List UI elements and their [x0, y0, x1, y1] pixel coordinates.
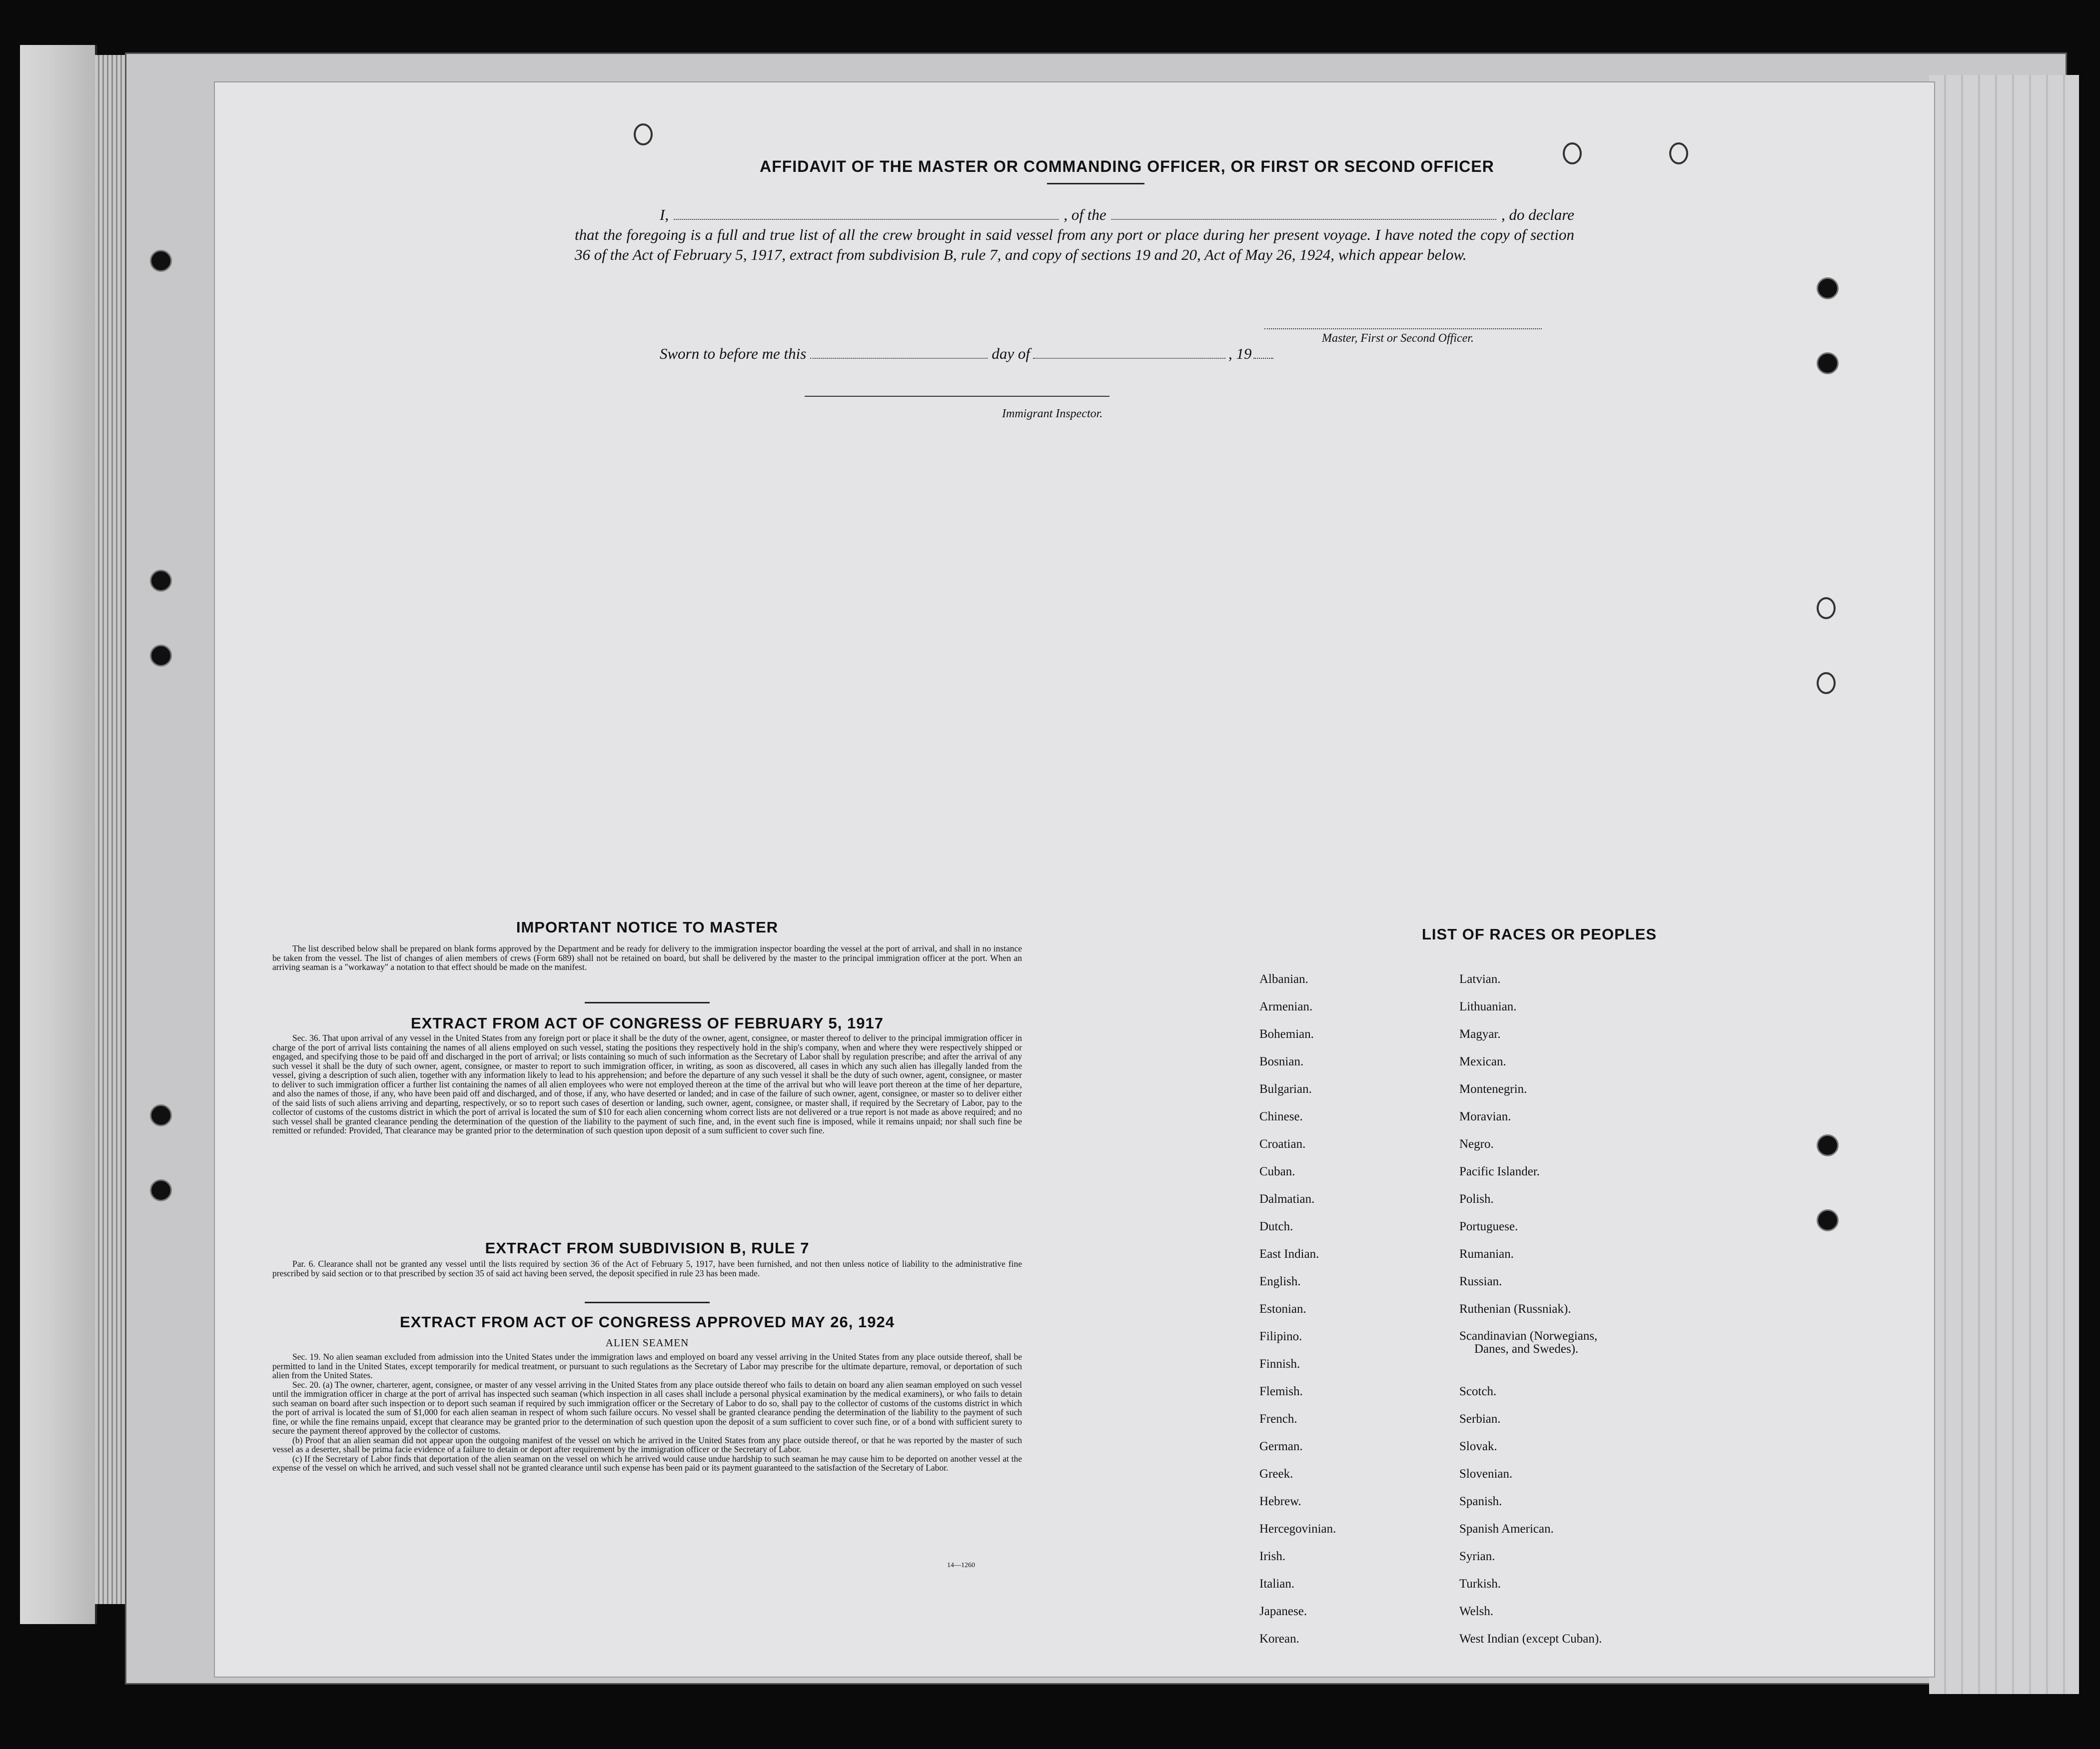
- vessel-blank: [1111, 206, 1496, 220]
- sec-20a-paragraph: Sec. 20. (a) The owner, charterer, agent, consignee, or master of any vessel arriving in the United States from any place outside thereof who fails to detain on board any alien seaman employed on such vessel until the immigration officer in charge at the port of arrival has inspected such seaman (which inspection in all cases shall include a personal physical examination by the medical examiners), or who fails to detain such seaman on board after such inspection or to deport such seaman if required by such immigration officer or the Secretary of Labor to do so, shall pay to the collector of customs of the customs district in which the port of arrival is located the sum of $1,000 for each alien seaman in respect of whom such failure occurs. No vessel shall be granted clearance pending the determination of the liability to the payment of such fine, or while the fine remains unpaid, except that clearance may be granted prior to the determination of such question upon the deposit of a sum sufficient to cover such fine, or of a bond with sufficient surety to secure the payment thereof approved by the collector of customs.: [272, 1379, 1022, 1436]
- punch-hole-icon: [150, 645, 172, 667]
- do-declare-label: , do declare: [1501, 206, 1575, 223]
- race-item: Italian.: [1259, 1577, 1295, 1591]
- sec-19-paragraph: Sec. 19. No alien seaman excluded from admission into the United States under the immigration laws and employed on board any vessel arriving in the United States from any place outside thereof, shall be permitted to land in the United States, except temporarily for medical treatment, or pursuant to such regulations as the Secretary of Labor may prescribe for the ultimate departure, removal, or deportation of such alien from the United States.: [272, 1352, 1022, 1380]
- race-item: Ruthenian (Russniak).: [1459, 1302, 1571, 1316]
- race-item: Hebrew.: [1259, 1495, 1301, 1508]
- master-signature-caption: Master, First or Second Officer.: [1322, 332, 1474, 345]
- punch-hole-icon: [1817, 352, 1839, 374]
- race-item: Scotch.: [1459, 1385, 1497, 1398]
- extract-1917-paragraph: Sec. 36. That upon arrival of any vessel in the United States from any foreign port or place it shall be the duty of the owner, agent, consignee, or master thereof to deliver to the principal immigration officer in charge of the port of arrival lists containing the names of all aliens employed on such vessel, stating the positions they respectively hold in the ship's company, when and where they were respectively shipped or engaged, and specifying those to be paid off and discharged in the port of arrival; or lists containing so much of such information as the Secretary of Labor shall by regulation prescribe; and after the arrival of any such vessel it shall be the duty of such owner, agent, consignee, or master to report to such immigration officer, in writing, as soon as discovered, all cases in which any such alien has illegally landed from the vessel, giving a description of such alien, together with any information likely to lead to his apprehension; and before the departure of any such vessel it shall be the duty of such owner, agent, consignee, or master to deliver to such immigration officer a further list containing the names of all alien employees who were not employed thereon at the time of the arrival but who will leave port thereon at the time of her departure, and also the names of those, if any, who have been paid off and discharged, and of those, if any, who have deserted or landed; and in case of the failure of such owner, agent, consignee, or master so to deliver either of the said lists of such aliens arriving and departing, respectively, or so to report such cases of desertion or landing, such owner, agent, consignee, or master shall, if required by the Secretary of Labor, pay to the collector of customs of the customs district in which the port of arrival is located the sum of $10 for each alien concerning whom correct lists are not delivered or a true report is not made as above required; and no such vessel shall be granted clearance pending the determination of the question of the liability to the payment of such fine, and, in the event such fine is imposed, while it remains unpaid; nor shall such fine be remitted or refunded: Provided, That clearance may be granted prior to the determination of such question upon deposit of a sum sufficient to cover such fine.: [272, 1033, 1022, 1135]
- of-the-label: , of the: [1063, 206, 1106, 223]
- day-of-label: day of: [992, 345, 1030, 362]
- i-label: I,: [660, 206, 669, 223]
- race-item: German.: [1259, 1440, 1303, 1453]
- race-item: Mexican.: [1459, 1055, 1506, 1068]
- race-item: Armenian.: [1259, 1000, 1313, 1013]
- punch-hole-icon: [150, 250, 172, 272]
- binder-edge: [20, 45, 97, 1624]
- month-blank: [1033, 346, 1225, 359]
- punch-hole-icon: [1563, 142, 1582, 164]
- notice-title: IMPORTANT NOTICE TO MASTER: [516, 918, 779, 936]
- rule7-text: [272, 1259, 1022, 1278]
- punch-hole-icon: [150, 1179, 172, 1201]
- races-left-column: [1259, 972, 1336, 1660]
- race-item: Russian.: [1459, 1275, 1502, 1288]
- rule7-paragraph: Par. 6. Clearance shall not be granted any vessel until the lists required by section 36 of the Act of February 5, 1917, have been furnished, and not then unless notice of liability to the administrative fine prescribed by said section or to that prescribed by section 35 of said act having been served, the deposit specified in rule 23 has been made.: [272, 1259, 1022, 1278]
- rule7-title: EXTRACT FROM SUBDIVISION B, RULE 7: [485, 1239, 810, 1257]
- race-item: Negro.: [1459, 1137, 1494, 1151]
- sworn-line: [660, 345, 1409, 363]
- sworn-prefix: Sworn to before me this: [660, 345, 807, 362]
- divider: [585, 1302, 710, 1303]
- race-item: Welsh.: [1459, 1605, 1494, 1618]
- races-right-column: [1459, 972, 1602, 1660]
- notice-text: [272, 944, 1022, 972]
- race-item: Moravian.: [1459, 1110, 1511, 1123]
- alien-seamen-subtitle: ALIEN SEAMEN: [605, 1337, 689, 1349]
- race-item: Korean.: [1259, 1632, 1299, 1646]
- form-number: 14—1260: [947, 1562, 975, 1569]
- race-item: Portuguese.: [1459, 1220, 1518, 1233]
- races-title: LIST OF RACES OR PEOPLES: [1421, 925, 1657, 943]
- race-item: French.: [1259, 1412, 1297, 1426]
- race-item: Dutch.: [1259, 1220, 1293, 1233]
- race-item: Bohemian.: [1259, 1027, 1314, 1041]
- divider: [585, 1002, 710, 1003]
- race-item: Albanian.: [1259, 972, 1308, 986]
- stacked-page-edges: [95, 55, 125, 1604]
- race-item: Montenegrin.: [1459, 1082, 1527, 1096]
- extract-1924-title: EXTRACT FROM ACT OF CONGRESS APPROVED MAY 26, 1924: [400, 1313, 895, 1331]
- affidavit-body: that the foregoing is a full and true list of all the crew brought in said vessel from any port or place during her present voyage. I have noted the copy of section 36 of the Act of February 5, 1917, extract from subdivision B, rule 7, and copy of sections 19 and 20, Act of May 26, 1924, which appear below.: [575, 226, 1574, 263]
- race-item: [1459, 1330, 1602, 1385]
- race-item: Polish.: [1459, 1192, 1494, 1206]
- race-item: Lithuanian.: [1459, 1000, 1517, 1013]
- back-sheet-edges: [1929, 75, 2079, 1694]
- race-item: Chinese.: [1259, 1110, 1303, 1123]
- race-item: West Indian (except Cuban).: [1459, 1632, 1602, 1646]
- sec-20c-paragraph: (c) If the Secretary of Labor finds that deportation of the alien seaman on the vessel on which he arrived would cause undue hardship to such seaman he may cause him to be deported on another vessel at the expense of the vessel on which he arrived, and such vessel shall not be granted clearance until such expense has been paid or its payment guaranteed to the satisfaction of the Secretary of Labor.: [272, 1453, 1022, 1473]
- race-item: Bulgarian.: [1259, 1082, 1312, 1096]
- punch-hole-icon: [1817, 1134, 1839, 1156]
- race-item: Finnish.: [1259, 1357, 1300, 1371]
- race-item: Rumanian.: [1459, 1247, 1514, 1261]
- race-item: Spanish American.: [1459, 1522, 1554, 1536]
- race-item: Serbian.: [1459, 1412, 1501, 1426]
- race-item: Turkish.: [1459, 1577, 1501, 1591]
- race-item: Cuban.: [1259, 1165, 1295, 1178]
- race-item: Slovak.: [1459, 1440, 1497, 1453]
- race-item: East Indian.: [1259, 1247, 1319, 1261]
- race-item: Japanese.: [1259, 1605, 1307, 1618]
- inspector-signature-caption: Immigrant Inspector.: [1002, 407, 1103, 420]
- affidavit-text: [575, 205, 1574, 265]
- punch-hole-icon: [1817, 597, 1836, 619]
- affidavit-title: AFFIDAVIT OF THE MASTER OR COMMANDING OFFICER, OR FIRST OR SECOND OFFICER: [760, 157, 1494, 175]
- master-signature-line: [1264, 328, 1542, 329]
- year-prefix: , 19: [1228, 345, 1252, 362]
- race-item: Syrian.: [1459, 1550, 1495, 1563]
- race-item: Magyar.: [1459, 1027, 1501, 1041]
- race-item: Estonian.: [1259, 1302, 1306, 1316]
- race-item: Latvian.: [1459, 972, 1501, 986]
- divider: [1047, 183, 1144, 184]
- race-item: Croatian.: [1259, 1137, 1306, 1151]
- day-blank: [810, 346, 988, 359]
- race-item-line: Scandinavian (Norwegians,: [1459, 1329, 1598, 1343]
- extract-1917-text: [272, 1033, 1022, 1135]
- inspector-signature-line: [805, 396, 1109, 397]
- punch-hole-icon: [150, 1104, 172, 1126]
- race-item: Hercegovinian.: [1259, 1522, 1336, 1536]
- punch-hole-icon: [1817, 1209, 1839, 1231]
- race-item: English.: [1259, 1275, 1301, 1288]
- extract-1917-title: EXTRACT FROM ACT OF CONGRESS OF FEBRUARY 5, 1917: [411, 1014, 884, 1032]
- punch-hole-icon: [1817, 277, 1839, 299]
- punch-hole-icon: [1669, 142, 1688, 164]
- punch-hole-icon: [1817, 672, 1836, 694]
- affidavit-declaration-line: [575, 205, 1574, 225]
- sec-20b-paragraph: (b) Proof that an alien seaman did not appear upon the outgoing manifest of the vessel on which he arrived in the United States from any place outside thereof, or that he was reported by the master of such vessel as a deserter, shall be prima facie evidence of a failure to detain or deport after requirement by the immigration officer or the Secretary of Labor.: [272, 1435, 1022, 1454]
- race-item: Irish.: [1259, 1550, 1286, 1563]
- race-item: Bosnian.: [1259, 1055, 1304, 1068]
- name-blank: [674, 206, 1058, 220]
- punch-hole-icon: [150, 570, 172, 592]
- race-item: Slovenian.: [1459, 1467, 1513, 1481]
- race-item: Dalmatian.: [1259, 1192, 1315, 1206]
- race-item-continuation: Danes, and Swedes).: [1474, 1342, 1579, 1356]
- notice-paragraph: The list described below shall be prepared on blank forms approved by the Department and be ready for delivery to the immigration inspector boarding the vessel at the port of arrival, and shall in no instance be taken from the vessel. The list of changes of alien members of crews (Form 689) shall not be retained on board, but shall be delivered by the master to the principal immigration officer at the port. When an arriving seaman is a "workaway" a notation to that effect should be made on the manifest.: [272, 943, 1022, 972]
- race-item: Pacific Islander.: [1459, 1165, 1540, 1178]
- year-blank: [1253, 346, 1273, 359]
- race-item: Filipino.: [1259, 1330, 1302, 1343]
- race-item: Spanish.: [1459, 1495, 1502, 1508]
- extract-1924-text: [272, 1352, 1022, 1473]
- punch-hole-icon: [634, 123, 653, 145]
- race-item: Flemish.: [1259, 1385, 1303, 1398]
- race-item: Greek.: [1259, 1467, 1293, 1481]
